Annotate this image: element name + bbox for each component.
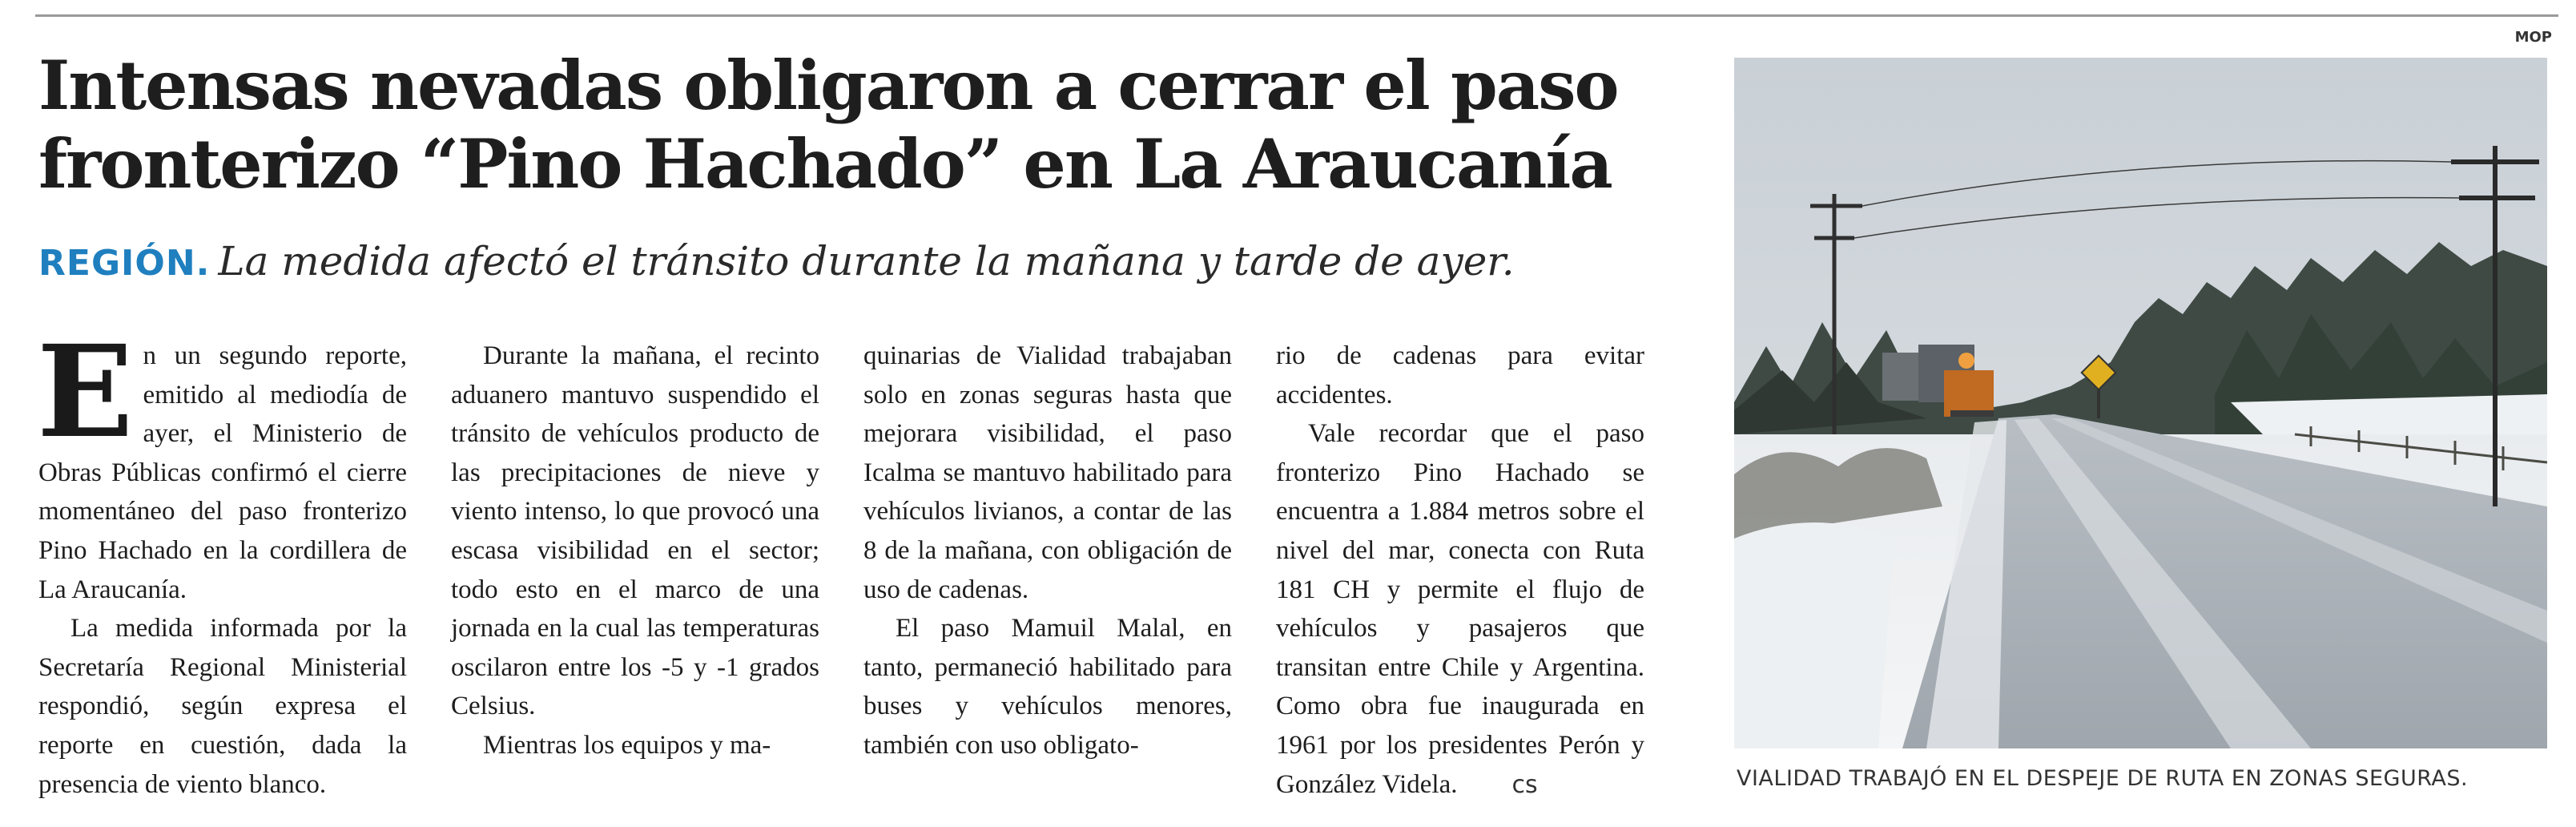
- photo-caption: VIALIDAD TRABAJÓ EN EL DESPEJE DE RUTA EN ZONAS SEGURAS.: [1737, 766, 2469, 791]
- paragraph-text: Vale recordar que el paso fronterizo Pino Hachado se encuentra a 1.884 metros sobre el nivel del mar, conecta con Ruta 181 CH y permite el flujo de vehículos y pasajeros que transitan entre Chile y Argentina. Como obra fue inaugurada en 1961 por los presidentes Perón y González Videla.: [1276, 419, 1644, 799]
- subheadline-text: La medida afectó el tránsito durante la mañana y tarde de ayer.: [218, 238, 1515, 284]
- paragraph: quinarias de Vialidad trabajaban solo en zonas seguras hasta que mejorara visibilidad, el paso Icalma se mantuvo habilitado para vehículos livianos, a contar de las 8 de la mañana, con obligación de uso de cadenas.: [863, 341, 1232, 604]
- body-column-1: [37, 318, 407, 817]
- subheadline: [38, 232, 1672, 300]
- paragraph: Mientras los equipos y ma-: [483, 730, 771, 760]
- headline-line-2: fronterizo “Pino Hachado” en La Araucanía: [38, 124, 1612, 204]
- photo-credit: MOP: [2514, 29, 2552, 46]
- paragraph: rio de cadenas para evitar accidentes.: [1276, 341, 1644, 409]
- body-column-4: [1276, 337, 1644, 817]
- paragraph: Durante la mañana, el recinto aduanero mantuvo suspendido el tránsito de vehículos producto de las precipitaciones de nieve y viento intenso, lo que provocó una escasa visibilidad en el sector; todo esto en el marco de una jornada en la cual las temperaturas oscilaron entre los -5 y -1 grados Celsius.: [451, 341, 819, 721]
- end-mark-icon: cs: [1511, 770, 1538, 799]
- paragraph-text: n un segundo reporte, emitido al mediodía de ayer, el Ministerio de Obras Públicas confirmó el cierre momentáneo del paso fronterizo Pino Hachado en la cordillera de La Araucanía.: [38, 341, 407, 604]
- body-column-2: [451, 337, 819, 817]
- headline-line-1: Intensas nevadas obligaron a cerrar el paso: [38, 46, 1618, 125]
- paragraph: El paso Mamuil Malal, en tanto, permaneció habilitado para buses y vehículos menores, también con uso obligato-: [863, 614, 1232, 760]
- top-rule: [35, 14, 2558, 17]
- paragraph: La medida informada por la Secretaría Regional Ministerial respondió, según expresa el reporte en cuestión, dada la presencia de viento blanco.: [38, 614, 407, 799]
- paragraph: [1276, 414, 1644, 805]
- section-tag: REGIÓN.: [38, 243, 211, 284]
- headline: [38, 46, 1672, 204]
- paragraph: [37, 318, 407, 609]
- snowy-road-illustration: [1734, 58, 2547, 748]
- news-photo: [1734, 58, 2547, 748]
- body-column-3: [863, 337, 1232, 817]
- drop-cap: E: [37, 318, 134, 466]
